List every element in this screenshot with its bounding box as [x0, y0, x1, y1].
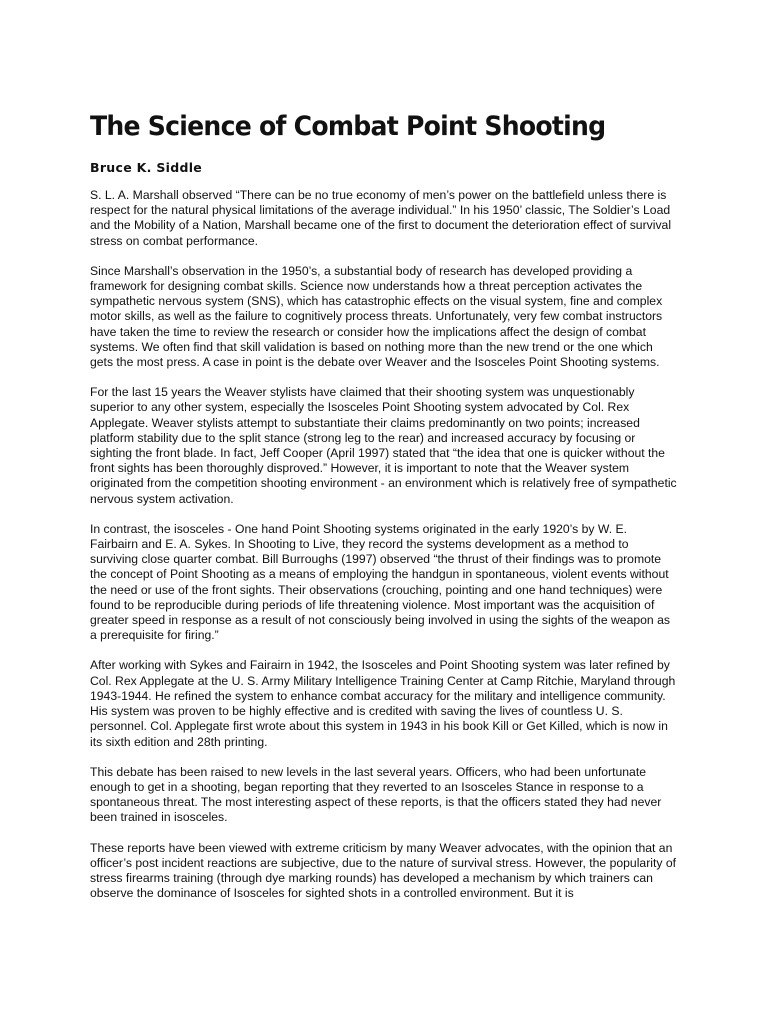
paragraph-2: Since Marshall’s observation in the 1950’s, a substantial body of research has developed providing a framework for designing combat skills. Science now understands how a threat perception activates the sympathetic nervous system (SNS), which has catastrophic effects on the visual system, fine and complex motor skills, as well as the failure to cognitively process threats. Unfortunately, very few combat instructors have taken the time to review the research or consider how the implications affect the design of combat systems. We often find that skill validation is based on nothing more than the new trend or the one which gets the most press. A case in point is the debate over Weaver and the Isosceles Point Shooting systems. [90, 263, 663, 370]
author-byline: Bruce K. Siddle [90, 160, 203, 175]
document-title: The Science of Combat Point Shooting [90, 111, 606, 142]
article-body [90, 188, 678, 901]
paragraph-1: S. L. A. Marshall observed “There can be no true economy of men’s power on the battlefield unless there is respect for the natural physical limitations of the average individual.” In his 1950’ classic, The Soldier’s Load and the Mobility of a Nation, Marshall became one of the first to document the deterioration effect of survival stress on combat performance. [90, 188, 672, 248]
paragraph-4: In contrast, the isosceles - One hand Point Shooting systems originated in the early 1920’s by W. E. Fairbairn and E. A. Sykes. In Shooting to Live, they record the systems development as a method to surviving close quarter combat. Bill Burroughs (1997) observed “the thrust of their findings was to promote the concept of Point Shooting as a means of employing the handgun in spontaneous, violent events without the need or use of the front sights. Their observations (crouching, pointing and one hand techniques) were found to be reproducible during periods of life threatening violence. Most important was the acquisition of greater speed in response as a result of not consciously being involved in using the sights of the weapon as a prerequisite for firing.” [90, 521, 670, 643]
paragraph-6: This debate has been raised to new levels in the last several years. Officers, who had been unfortunate enough to get in a shooting, began reporting that they reverted to an Isosceles Stance in response to a spontaneous threat. The most interesting aspect of these reports, is that the officers stated they had never been trained in isosceles. [90, 764, 662, 825]
document-page [90, 108, 678, 916]
paragraph-7: These reports have been viewed with extreme criticism by many Weaver advocates, with the opinion that an officer’s post incident reactions are subjective, due to the nature of survival stress. However, the popularity of stress firearms training (through dye marking rounds) has developed a mechanism by which trainers can observe the dominance of Isosceles for sighted shots in a controlled environment. But it is [90, 840, 676, 901]
paragraph-5: After working with Sykes and Fairairn in 1942, the Isosceles and Point Shooting system was later refined by Col. Rex Applegate at the U. S. Army Military Intelligence Training Center at Camp Ritchie, Maryland through 1943-1944. He refined the system to enhance combat accuracy for the military and intelligence community. His system was proven to be highly effective and is credited with saving the lives of countless U. S. personnel. Col. Applegate first wrote about this system in 1943 in his book Kill or Get Killed, which is now in its sixth edition and 28th printing. [90, 658, 676, 749]
paragraph-3: For the last 15 years the Weaver stylists have claimed that their shooting system was unquestionably superior to any other system, especially the Isosceles Point Shooting system advocated by Col. Rex Applegate. Weaver stylists attempt to substantiate their claims predominantly on two points; increased platform stability due to the split stance (strong leg to the rear) and increased accuracy by focusing or sighting the front blade. In fact, Jeff Cooper (April 1997) stated that “the idea that one is quicker without the front sights has been thoroughly disproved.” However, it is important to note that the Weaver system originated from the competition shooting environment - an environment which is relatively free of sympathetic nervous system activation. [90, 385, 677, 506]
